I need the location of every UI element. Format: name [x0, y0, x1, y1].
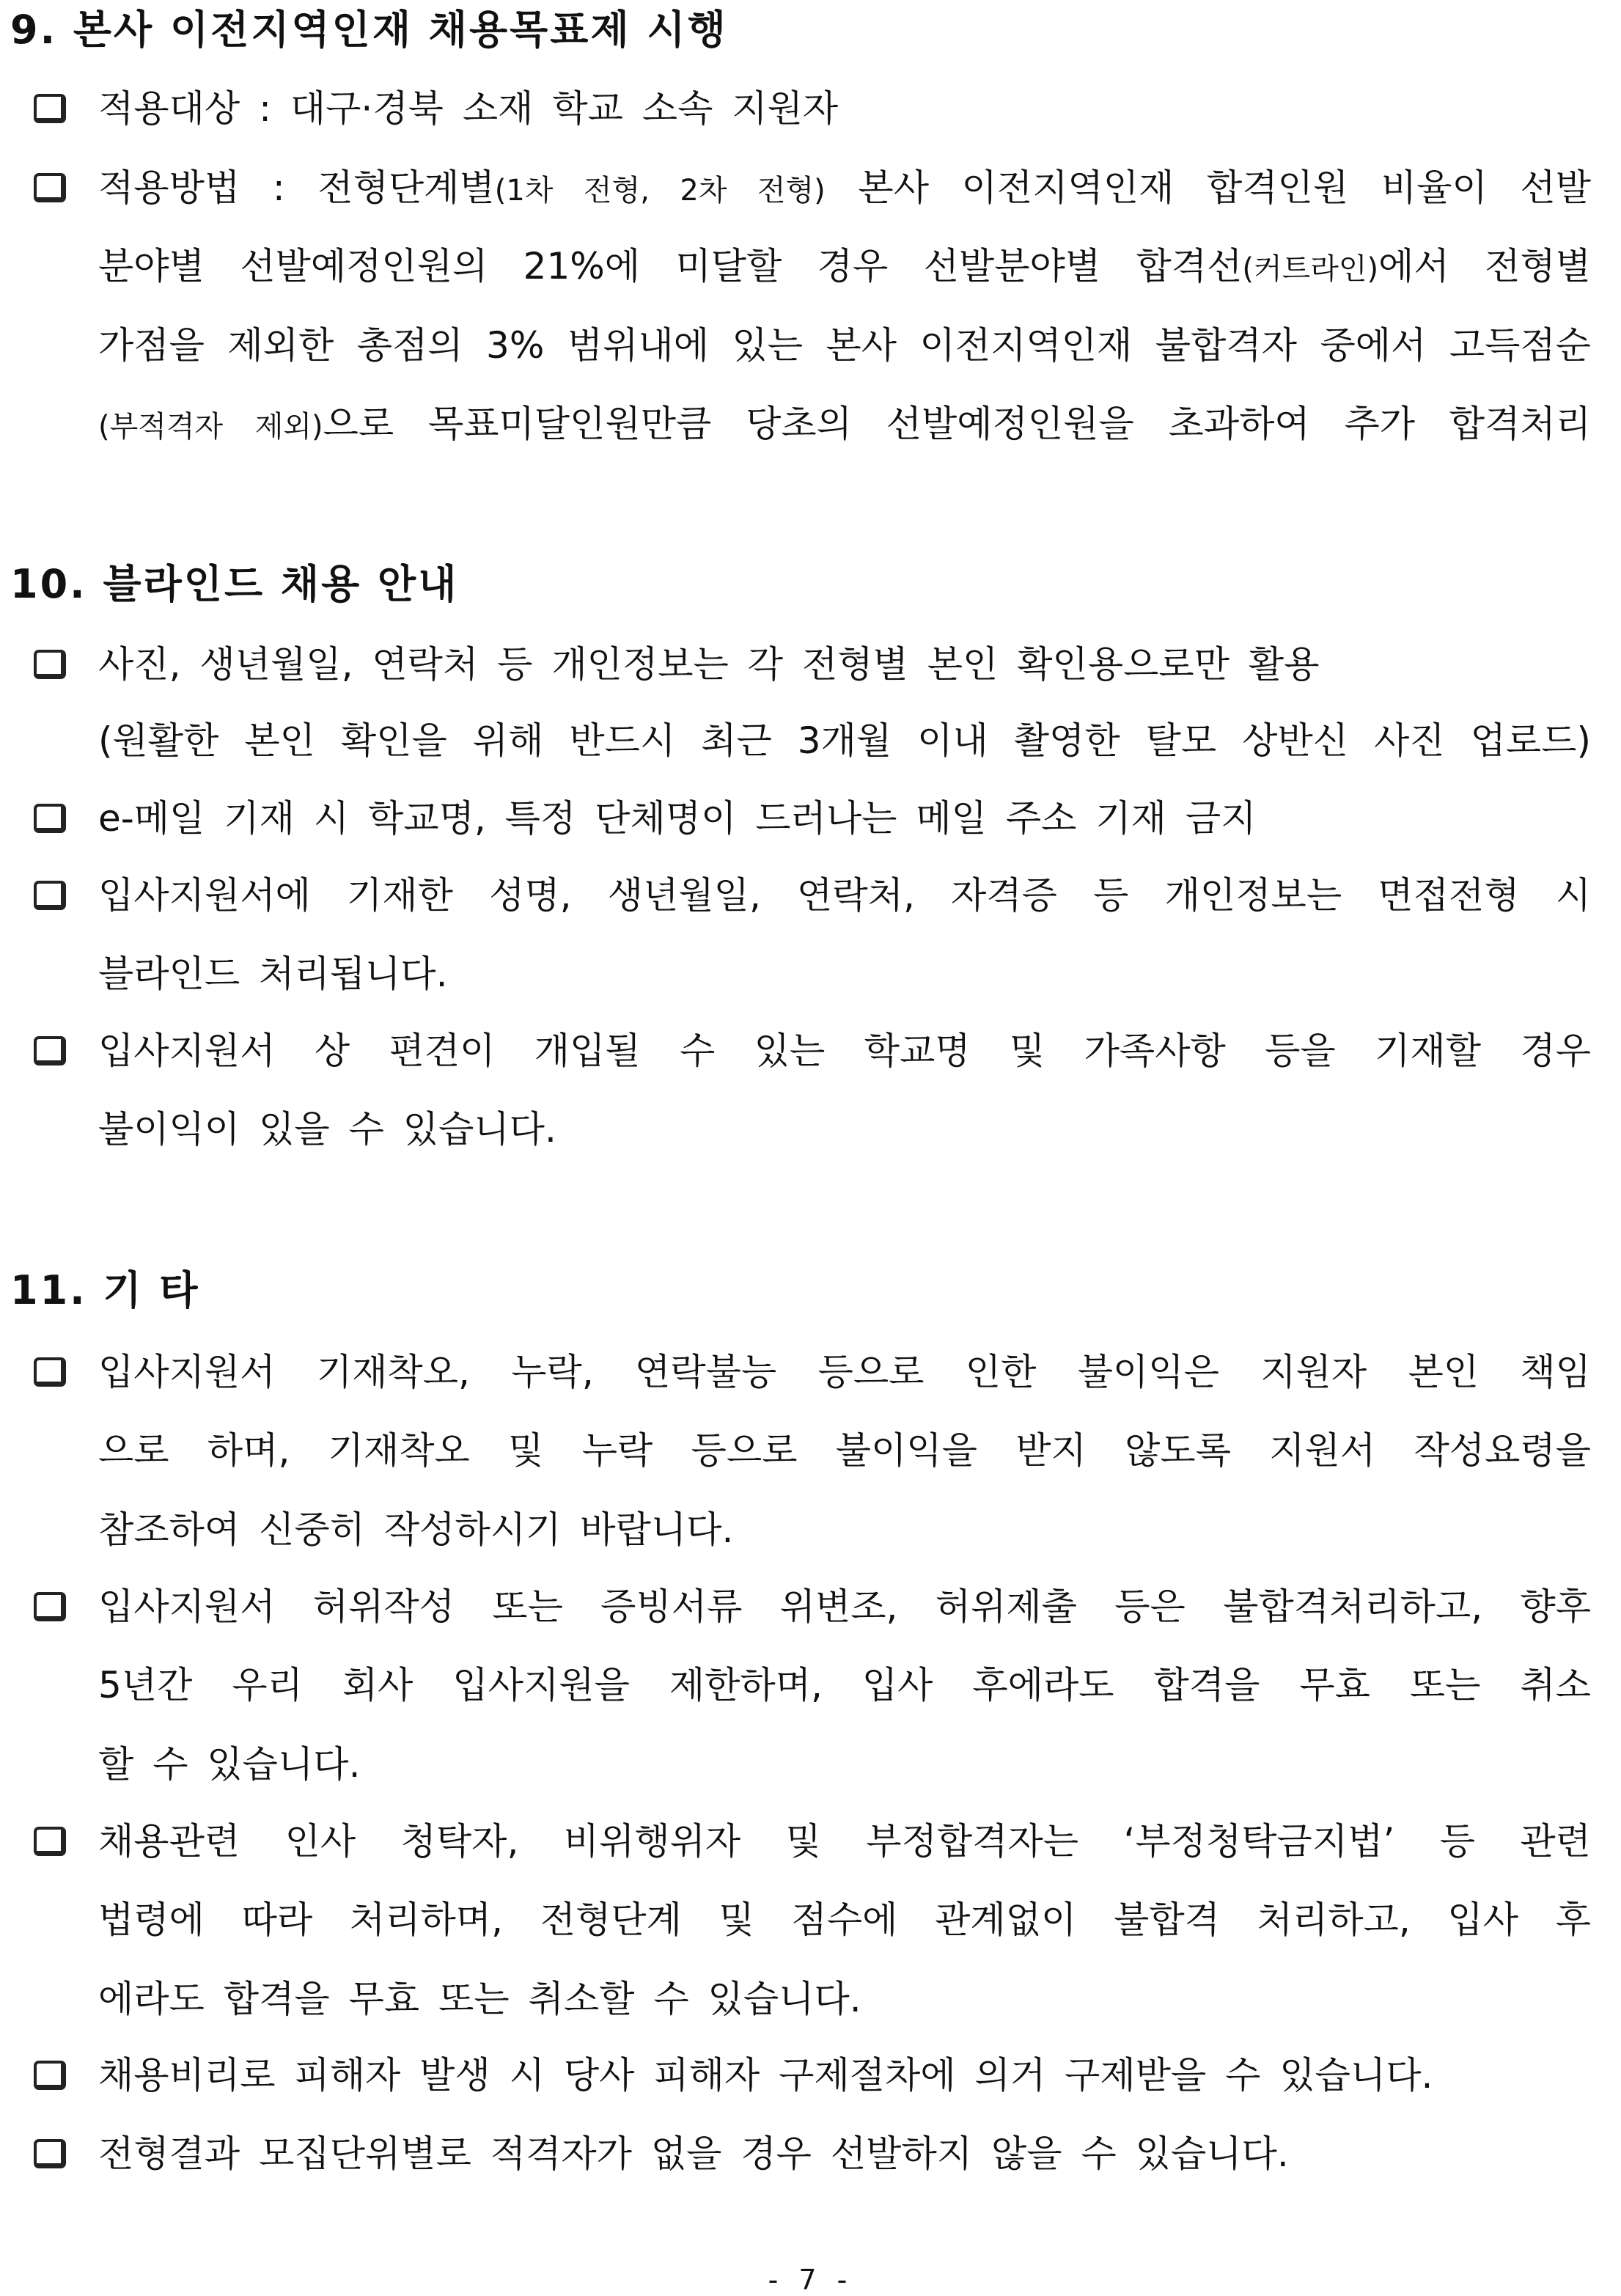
s10-item1-line1: 사진, 생년월일, 연락처 등 개인정보는 각 전형별 본인 확인용으로만 활용 [98, 643, 1320, 686]
s11-item3-line2: 법령에 따라 처리하며, 전형단계 및 점수에 관계없이 불합격 처리하고, 입사 후 [98, 1899, 1591, 1941]
s11-item2-line2: 5년간 우리 회사 입사지원을 제한하며, 입사 후에라도 합격을 무효 또는 취소 [98, 1664, 1591, 1706]
checkbox-bullet-icon [34, 2061, 66, 2090]
checkbox-bullet-icon [34, 1357, 66, 1387]
checkbox-bullet-icon [34, 1036, 66, 1066]
s9-item2-line4: (부적격자 제외)으로 목표미달인원만큼 당초의 선발예정인원을 초과하여 추가 합격처리 [98, 403, 1591, 445]
section-10-title: 10. 블라인드 채용 안내 [10, 561, 459, 607]
page-number: - 7 - [768, 2264, 853, 2296]
s10-item4-line1: 입사지원서 상 편견이 개입될 수 있는 학교명 및 가족사항 등을 기재할 경우 [98, 1030, 1591, 1072]
s11-item3-line1: 채용관련 인사 청탁자, 비위행위자 및 부정합격자는 ‘부정청탁금지법’ 등 관련 [98, 1820, 1591, 1863]
section-11-title: 11. 기 타 [10, 1267, 200, 1313]
s9-item1-line1: 적용대상 : 대구·경북 소재 학교 소속 지원자 [98, 87, 839, 130]
s11-item1-line3: 참조하여 신중히 작성하시기 바랍니다. [98, 1508, 734, 1551]
checkbox-bullet-icon [34, 804, 66, 833]
s11-item1-line1: 입사지원서 기재착오, 누락, 연락불능 등으로 인한 불이익은 지원자 본인 책임 [98, 1351, 1591, 1393]
s11-item2-line1: 입사지원서 허위작성 또는 증빙서류 위변조, 허위제출 등은 불합격처리하고, 향후 [98, 1585, 1591, 1628]
checkbox-bullet-icon [34, 1827, 66, 1856]
checkbox-bullet-icon [34, 2139, 66, 2168]
s10-item3-line1: 입사지원서에 기재한 성명, 생년월일, 연락처, 자격증 등 개인정보는 면접전형 시 [98, 874, 1591, 917]
checkbox-bullet-icon [34, 881, 66, 910]
s11-item5-line1: 전형결과 모집단위별로 적격자가 없을 경우 선발하지 않을 수 있습니다. [98, 2132, 1289, 2175]
s9-item2-line2: 분야별 선발예정인원의 21%에 미달할 경우 선발분야별 합격선(커트라인)에서 전형별 [98, 245, 1591, 287]
s10-item2-line1: e-메일 기재 시 학교명, 특정 단체명이 드러나는 메일 주소 기재 금지 [98, 797, 1257, 840]
s11-item1-line2: 으로 하며, 기재착오 및 누락 등으로 불이익을 받지 않도록 지원서 작성요령을 [98, 1429, 1591, 1472]
s9-item2-line1: 적용방법 : 전형단계별(1차 전형, 2차 전형) 본사 이전지역인재 합격인원 비율이 선발 [98, 166, 1591, 209]
s11-item3-line3: 에라도 합격을 무효 또는 취소할 수 있습니다. [98, 1978, 861, 2020]
checkbox-bullet-icon [34, 650, 66, 679]
s10-item3-line2: 블라인드 처리됩니다. [98, 953, 448, 995]
s11-item4-line1: 채용비리로 피해자 발생 시 당사 피해자 구제절차에 의거 구제받을 수 있습니다. [98, 2054, 1433, 2097]
section-9-title: 9. 본사 이전지역인재 채용목표제 시행 [10, 7, 728, 53]
s10-item4-line2: 불이익이 있을 수 있습니다. [98, 1108, 556, 1151]
checkbox-bullet-icon [34, 173, 66, 202]
s11-item2-line3: 할 수 있습니다. [98, 1743, 361, 1786]
checkbox-bullet-icon [34, 94, 66, 123]
checkbox-bullet-icon [34, 1592, 66, 1621]
s10-item1-line2: (원활한 본인 확인을 위해 반드시 최근 3개월 이내 촬영한 탈모 상반신 사진 업로드) [98, 719, 1591, 762]
s9-item2-line3: 가점을 제외한 총점의 3% 범위내에 있는 본사 이전지역인재 불합격자 중에서 고득점순 [98, 324, 1591, 367]
